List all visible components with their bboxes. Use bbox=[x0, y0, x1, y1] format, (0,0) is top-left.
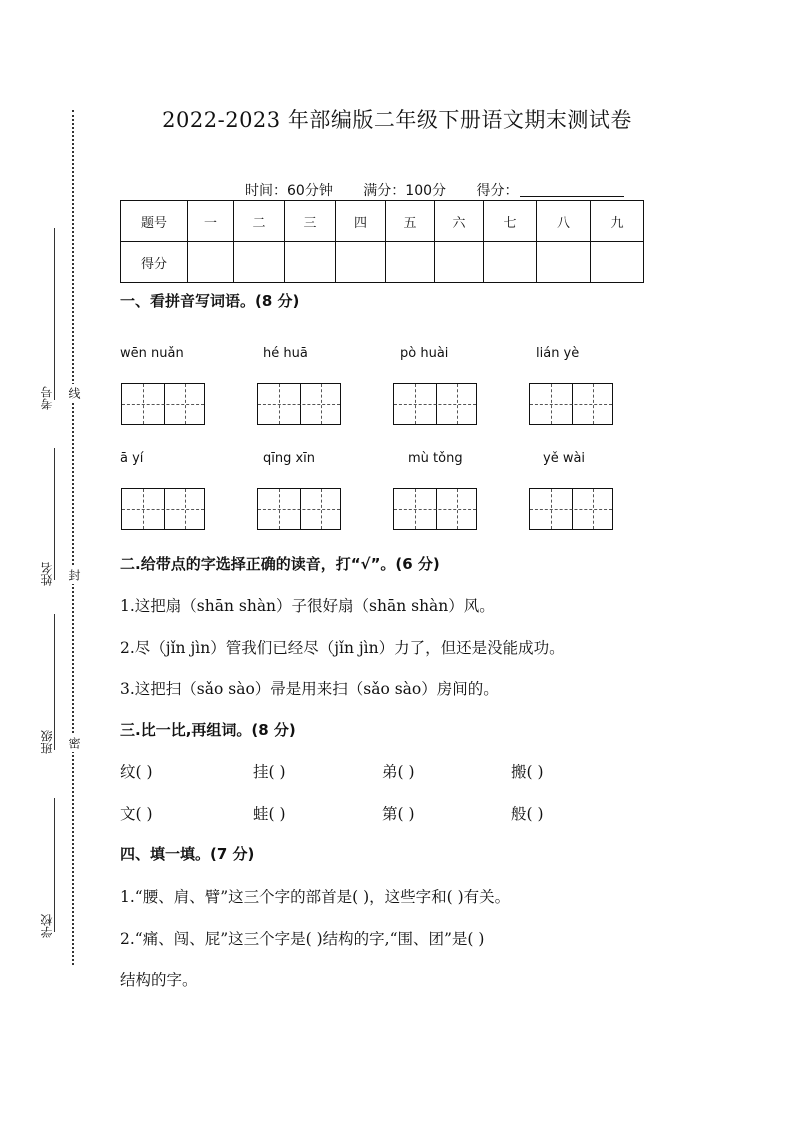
section3-heading: 三.比一比,再组词。(8 分) bbox=[120, 721, 296, 739]
name-underline bbox=[54, 448, 55, 580]
pinyin-3: pò huài bbox=[400, 346, 449, 361]
compare-item: 蛙( ) bbox=[253, 805, 286, 823]
score-table-score-row bbox=[121, 242, 644, 283]
writing-grid[interactable] bbox=[393, 488, 477, 530]
seal-xian: 线 bbox=[66, 384, 83, 402]
section1-heading: 一、看拼音写词语。(8 分) bbox=[120, 292, 300, 310]
pinyin-1: wēn nuǎn bbox=[120, 346, 184, 361]
compare-item: 般( ) bbox=[511, 805, 544, 823]
pinyin-2: hé huā bbox=[263, 346, 308, 361]
pinyin-8: yě wài bbox=[543, 451, 586, 466]
exam-meta bbox=[245, 180, 650, 200]
binding-dotted-line bbox=[72, 110, 74, 965]
exam-no-underline bbox=[54, 228, 55, 400]
compare-item: 文( ) bbox=[120, 805, 153, 823]
pinyin-5: ā yí bbox=[120, 451, 144, 466]
question-line: 1.这把扇（shān shàn）子很好扇（shān shàn）风。 bbox=[120, 597, 495, 615]
school-label: 学校 bbox=[40, 914, 54, 938]
question-line: 3.这把扫（sǎo sào）帚是用来扫（sǎo sào）房间的。 bbox=[120, 680, 499, 698]
pinyin-6: qīng xīn bbox=[263, 451, 316, 466]
question-line: 结构的字。 bbox=[120, 971, 198, 989]
score-cell: 四 bbox=[336, 201, 386, 242]
score-input-cell[interactable] bbox=[591, 242, 644, 283]
score-cell: 五 bbox=[386, 201, 435, 242]
question-line: 2.“痛、闯、屁”这三个字是( )结构的字,“围、团”是( ) bbox=[120, 930, 485, 948]
name-label: 姓名 bbox=[40, 562, 54, 586]
score-cell: 九 bbox=[591, 201, 644, 242]
score-cell: 题号 bbox=[121, 201, 188, 242]
writing-grid[interactable] bbox=[121, 383, 205, 425]
time-limit: 时间：60分钟 bbox=[245, 183, 333, 199]
score-label: 得分： bbox=[476, 183, 519, 199]
compare-item: 挂( ) bbox=[253, 763, 286, 781]
score-input-cell[interactable] bbox=[336, 242, 386, 283]
full-score: 满分：100分 bbox=[363, 183, 447, 199]
section4-heading: 四、填一填。(7 分) bbox=[120, 845, 255, 863]
writing-grid[interactable] bbox=[257, 383, 341, 425]
score-cell: 六 bbox=[435, 201, 484, 242]
compare-item: 搬( ) bbox=[511, 763, 544, 781]
compare-item: 纹( ) bbox=[120, 763, 153, 781]
compare-item: 弟( ) bbox=[382, 763, 415, 781]
score-table-header-row bbox=[121, 201, 644, 242]
score-cell: 八 bbox=[537, 201, 591, 242]
score-blank[interactable] bbox=[520, 196, 624, 197]
school-underline bbox=[54, 798, 55, 932]
score-table bbox=[120, 200, 644, 283]
writing-grid[interactable] bbox=[529, 488, 613, 530]
seal-mi: 密 bbox=[66, 734, 83, 752]
score-cell: 一 bbox=[188, 201, 234, 242]
score-input-cell[interactable] bbox=[537, 242, 591, 283]
score-input-cell[interactable] bbox=[285, 242, 336, 283]
score-row-label: 得分 bbox=[121, 242, 188, 283]
pinyin-4: lián yè bbox=[536, 346, 580, 361]
writing-grid[interactable] bbox=[121, 488, 205, 530]
score-input-cell[interactable] bbox=[188, 242, 234, 283]
score-input-cell[interactable] bbox=[234, 242, 285, 283]
pinyin-7: mù tǒng bbox=[408, 451, 463, 466]
writing-grid[interactable] bbox=[393, 383, 477, 425]
question-line: 1.“腰、肩、臂”这三个字的部首是( )，这些字和( )有关。 bbox=[120, 888, 511, 906]
seal-feng: 封 bbox=[66, 566, 83, 584]
score-cell: 二 bbox=[234, 201, 285, 242]
score-cell: 三 bbox=[285, 201, 336, 242]
score-input-cell[interactable] bbox=[435, 242, 484, 283]
exam-no-label: 考号 bbox=[40, 386, 54, 410]
writing-grid[interactable] bbox=[257, 488, 341, 530]
score-cell: 七 bbox=[484, 201, 537, 242]
writing-grid[interactable] bbox=[529, 383, 613, 425]
compare-item: 第( ) bbox=[382, 805, 415, 823]
page-title: 2022-2023 年部编版二年级下册语文期末测试卷 bbox=[162, 108, 632, 132]
class-label: 班级 bbox=[40, 730, 54, 754]
section2-heading: 二.给带点的字选择正确的读音，打“√”。(6 分) bbox=[120, 555, 440, 573]
score-input-cell[interactable] bbox=[386, 242, 435, 283]
question-line: 2.尽（jǐn jìn）管我们已经尽（jǐn jìn）力了，但还是没能成功。 bbox=[120, 639, 565, 657]
score-input-cell[interactable] bbox=[484, 242, 537, 283]
